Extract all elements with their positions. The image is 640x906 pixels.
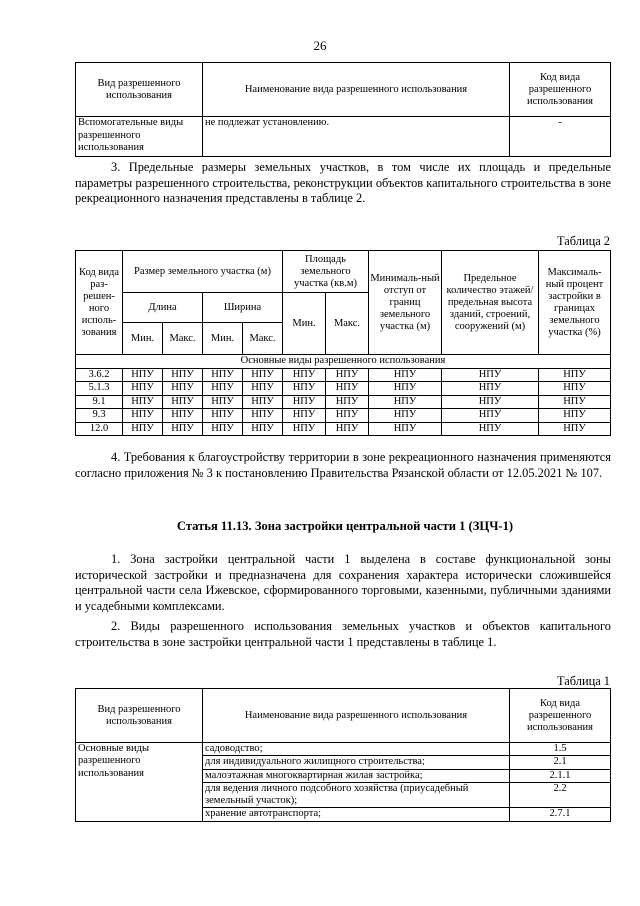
table-1-label: Таблица 1 <box>557 674 610 688</box>
t2-header-width: Ширина <box>203 293 283 323</box>
row-code: 9.1 <box>76 395 123 408</box>
paragraph-4: 4. Требования к благоустройству территории в зоне рекреационного назначения применяются согласно приложения № 3 к постановлению Правительства Рязанской области от 12.05.2021 № 107. <box>75 450 611 480</box>
cell: НПУ <box>326 382 369 395</box>
cell: НПУ <box>326 369 369 382</box>
cell: НПУ <box>123 369 163 382</box>
cell: НПУ <box>283 395 326 408</box>
auxiliary-use-name: не подлежат установлению. <box>203 117 510 157</box>
cell: НПУ <box>442 395 539 408</box>
paragraph-3: 3. Предельные размеры земельных участков, в том числе их площадь и предельные параметры разрешенного строительства, реконструкции объектов капитального строительства в зоне рекреационного назначения представлены в таблице 2. <box>75 160 611 206</box>
t2-header-floors: Предельное количество этажей/ предельная высота зданий, строений, сооружений (м) <box>442 251 539 355</box>
cell: НПУ <box>243 422 283 435</box>
t2-header-area-min: Мин. <box>283 293 326 355</box>
t1-use-name: для индивидуального жилищного строительства; <box>203 756 510 769</box>
cell: НПУ <box>539 382 611 395</box>
t1-use-name: малоэтажная многоквартирная жилая застройка; <box>203 769 510 782</box>
cell: НПУ <box>539 395 611 408</box>
t1-header-use-name: Наименование вида разрешенного использования <box>203 689 510 743</box>
cell: НПУ <box>163 395 203 408</box>
t2-header-setback: Минималь-ный отступ от границ земельного участка (м) <box>369 251 442 355</box>
t2-header-length: Длина <box>123 293 203 323</box>
article-paragraph-1: 1. Зона застройки центральной части 1 выделена в составе функциональной зоны исторической застройки и предназначена для сохранения характера исторически сложившейся центральной части села Ижевское, сформированного торговыми, казенными, публичными зданиями и усадебными комплексами. <box>75 552 611 614</box>
cell: НПУ <box>442 369 539 382</box>
cell: НПУ <box>243 395 283 408</box>
table-row <box>76 409 611 422</box>
t2-header-width-min: Мин. <box>203 323 243 355</box>
cell: НПУ <box>283 369 326 382</box>
cell: НПУ <box>369 382 442 395</box>
table-1-land-uses <box>75 688 611 822</box>
header-use-name: Наименование вида разрешенного использования <box>203 63 510 117</box>
row-code: 9.3 <box>76 409 123 422</box>
header-use-type: Вид разрешенного использования <box>76 63 203 117</box>
cell: НПУ <box>369 395 442 408</box>
cell: НПУ <box>283 409 326 422</box>
cell: НПУ <box>442 422 539 435</box>
table-row <box>76 382 611 395</box>
cell: НПУ <box>369 409 442 422</box>
cell: НПУ <box>123 409 163 422</box>
article-title: Статья 11.13. Зона застройки центральной части 1 (ЗЦЧ-1) <box>176 519 514 533</box>
cell: НПУ <box>326 409 369 422</box>
cell: НПУ <box>163 409 203 422</box>
cell: НПУ <box>442 409 539 422</box>
t2-header-length-max: Макс. <box>163 323 203 355</box>
cell: НПУ <box>243 409 283 422</box>
table-row <box>76 743 611 756</box>
page-number: 26 <box>313 38 327 53</box>
cell: НПУ <box>203 382 243 395</box>
t2-header-code: Код вида раз-решен-ного исполь-зования <box>76 251 123 355</box>
t1-use-code: 2.2 <box>510 782 611 808</box>
cell: НПУ <box>539 369 611 382</box>
cell: НПУ <box>369 369 442 382</box>
article-paragraph-2: 2. Виды разрешенного использования земельных участков и объектов капитального строительства в зоне застройки центральной части 1 представлены в таблице 1. <box>75 619 611 649</box>
table-2-label: Таблица 2 <box>557 234 610 248</box>
table-row <box>76 369 611 382</box>
cell: НПУ <box>369 422 442 435</box>
t2-header-area-max: Макс. <box>326 293 369 355</box>
cell: НПУ <box>326 395 369 408</box>
auxiliary-use-type: Вспомогательные виды разрешенного использования <box>76 117 203 157</box>
t1-use-code: 2.1 <box>510 756 611 769</box>
cell: НПУ <box>243 369 283 382</box>
row-code: 12.0 <box>76 422 123 435</box>
cell: НПУ <box>163 422 203 435</box>
cell: НПУ <box>539 422 611 435</box>
cell: НПУ <box>163 382 203 395</box>
header-use-code: Код вида разрешенного использования <box>510 63 611 117</box>
cell: НПУ <box>123 395 163 408</box>
t2-section-title: Основные виды разрешенного использования <box>76 355 611 369</box>
cell: НПУ <box>163 369 203 382</box>
row-code: 3.6.2 <box>76 369 123 382</box>
cell: НПУ <box>326 422 369 435</box>
t1-use-name: хранение автотранспорта; <box>203 808 510 821</box>
cell: НПУ <box>203 395 243 408</box>
t1-use-name: садоводство; <box>203 743 510 756</box>
t1-use-code: 2.7.1 <box>510 808 611 821</box>
t1-header-use-type: Вид разрешенного использования <box>76 689 203 743</box>
table-row <box>76 422 611 435</box>
cell: НПУ <box>243 382 283 395</box>
t2-header-area: Площадь земельного участка (кв.м) <box>283 251 369 293</box>
table-row <box>76 395 611 408</box>
land-use-table-continued <box>75 62 611 157</box>
t1-use-name: для ведения личного подсобного хозяйства (приусадебный земельный участок); <box>203 782 510 808</box>
cell: НПУ <box>203 369 243 382</box>
t2-header-coverage: Максималь-ный процент застройки в границах земельного участка (%) <box>539 251 611 355</box>
t1-use-code: 2.1.1 <box>510 769 611 782</box>
row-code: 5.1.3 <box>76 382 123 395</box>
t2-header-width-max: Макс. <box>243 323 283 355</box>
t1-group-main-uses: Основные виды разрешенного использования <box>76 743 203 822</box>
table-2-plot-limits <box>75 250 611 436</box>
cell: НПУ <box>442 382 539 395</box>
t2-header-plot-size: Размер земельного участка (м) <box>123 251 283 293</box>
cell: НПУ <box>539 409 611 422</box>
cell: НПУ <box>123 382 163 395</box>
cell: НПУ <box>283 422 326 435</box>
auxiliary-use-code: - <box>510 117 611 157</box>
cell: НПУ <box>283 382 326 395</box>
cell: НПУ <box>123 422 163 435</box>
t1-header-use-code: Код вида разрешенного использования <box>510 689 611 743</box>
cell: НПУ <box>203 422 243 435</box>
cell: НПУ <box>203 409 243 422</box>
t2-header-length-min: Мин. <box>123 323 163 355</box>
t1-use-code: 1.5 <box>510 743 611 756</box>
